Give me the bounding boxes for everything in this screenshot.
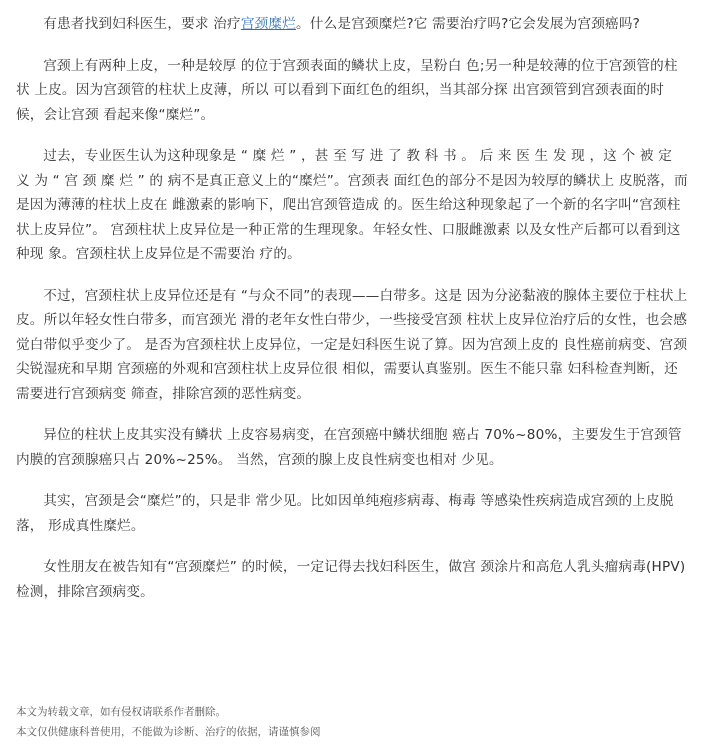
paragraph-advice: 女性朋友在被告知有“宫颈糜烂” 的时候，一定记得去找妇科医生，做宫 颈涂片和高危人乳头瘤病毒(HPV) 检测，排除宫颈病变。	[16, 559, 686, 600]
reprint-notice: 本文为转载文章，如有侵权请联系作者删除。	[16, 706, 226, 718]
article-body	[16, 12, 688, 621]
paragraph-cancer-stats: 异位的柱状上皮其实没有鳞状 上皮容易病变，在宫颈癌中鳞状细胞 癌占 70%~80%，主要发生于宫颈管 内膜的宫颈腺癌只占 20%~25%。 当然，宫颈的腺上皮良性病变也相对 少见。	[16, 427, 682, 468]
paragraph-two-epithelia: 宫颈上有两种上皮，一种是较厚 的位于宫颈表面的鳞状上皮，呈粉白 色;另一种是较薄的位于宫颈管的柱状 上皮。因为宫颈管的柱状上皮薄，所以 可以看到下面红色的组织，当其部分探 出宫颈管到宫颈表面的时候，会让宫颈 看起来像“糜烂”。	[16, 57, 678, 123]
paragraph-ectopy-definition: 过去，专业医生认为这种现象是 “ 糜 烂 ” ，甚 至 写 进 了 教 科 书 。 后 来 医 生 发 现 ，这 个 被 定 义 为 “ 宫 颈 糜 烂 ” 的 病不是真正意义上的“糜烂”。宫颈表 面红色的部分不是因为较厚的鳞状上 皮脱落，而是因为薄薄的柱状上皮在 雌激素的影响下，爬出宫颈管造成 的。医生给这种现象起了一个新的名字叫“宫颈柱状上皮异位”。 宫颈柱状上皮异位是一种正常的生理现象。年轻女性、口服雌激素 以及女性产后都可以看到这种现 象。宫颈柱状上皮异位是不需要治 疗的。	[16, 148, 688, 262]
intro-text-before: 有患者找到妇科医生，要求 治疗	[43, 16, 241, 32]
paragraph-true-erosion: 其实，宫颈是会“糜烂”的，只是非 常少见。比如因单纯疱疹病毒、梅毒 等感染性疾病造成宫颈的上皮脱落， 形成真性糜烂。	[16, 493, 674, 534]
disclaimer-notice: 本文仅供健康科普使用，不能做为诊断、治疗的依据，请谨慎参阅	[16, 726, 321, 738]
paragraph-leukorrhea: 不过，宫颈柱状上皮异位还是有 “与众不同”的表现——白带多。这是 因为分泌黏液的腺体主要位于柱状上 皮。所以年轻女性白带多，而宫颈光 滑的老年女性白带少，一些接受宫颈 柱状上皮异位治疗后的女性，也会感觉白带似乎变少了。 是否为宫颈柱状上皮异位，一定是妇科医生说了算。因为宫颈上皮的 良性癌前病变、宫颈尖锐湿疣和早期 宫颈癌的外观和宫颈柱状上皮异位很 相似，需要认真鉴别。医生不能只靠 妇科检查判断，还需要进行宫颈病变 筛查，排除宫颈的恶性病变。	[16, 287, 688, 402]
cervical-erosion-link[interactable]: 宫颈糜烂	[240, 16, 297, 32]
article-footer	[16, 702, 688, 742]
intro-text-after: 。什么是宫颈糜烂?它 需要治疗吗?它会发展为宫颈癌吗?	[296, 16, 641, 32]
paragraph-intro	[16, 12, 688, 37]
